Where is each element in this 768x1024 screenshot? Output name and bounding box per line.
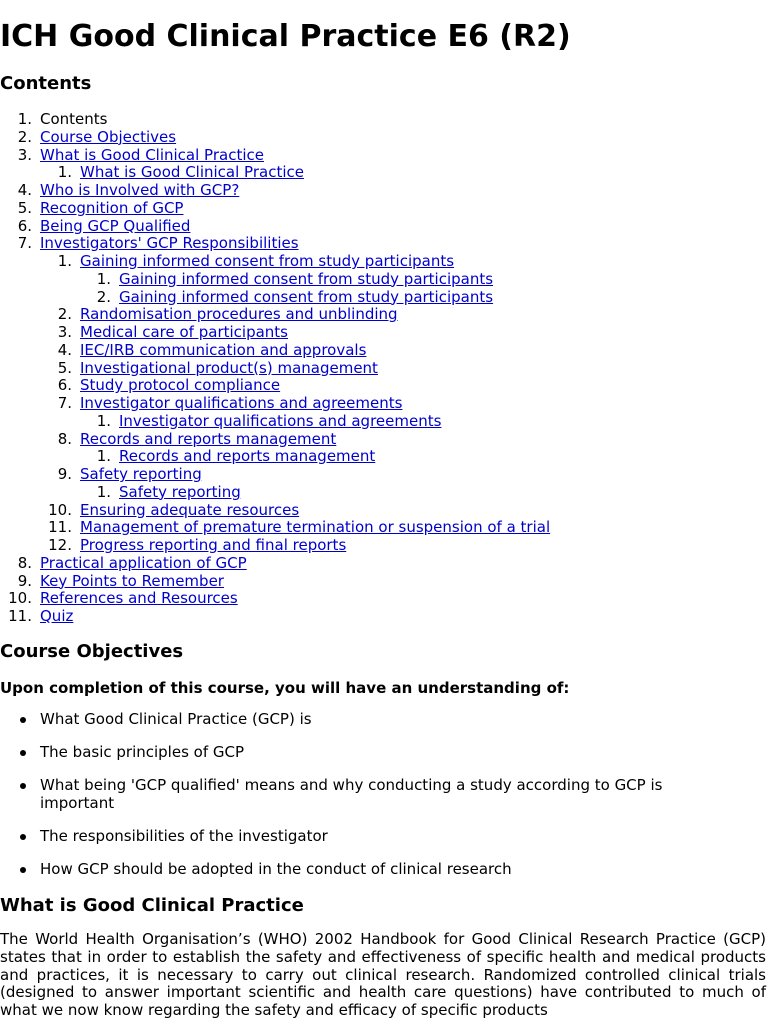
toc-item-number: 9. — [17, 571, 32, 590]
toc-link[interactable]: Medical care of participants — [80, 323, 288, 341]
toc-item-number: 1. — [17, 110, 32, 128]
toc-item[interactable] — [0, 572, 768, 590]
toc-item-number: 1. — [96, 482, 111, 501]
bullet-icon — [20, 834, 26, 840]
toc-item-number: 7. — [57, 394, 72, 412]
toc-item-number: 7. — [17, 234, 32, 253]
toc-link[interactable]: Recognition of GCP — [40, 198, 184, 217]
toc-item[interactable] — [0, 146, 768, 164]
toc-item-number: 1. — [57, 252, 72, 270]
toc-link[interactable]: Investigator qualifications and agreements — [119, 411, 442, 430]
toc-item[interactable] — [0, 607, 768, 625]
toc-item-number: 11. — [8, 607, 32, 625]
toc-item-number: 3. — [57, 323, 72, 341]
list-item-text: The responsibilities of the investigator — [40, 827, 328, 845]
bullet-icon — [20, 783, 26, 789]
toc-link[interactable]: References and Resources — [40, 589, 238, 608]
toc-link[interactable]: Records and reports management — [119, 447, 376, 466]
toc-link[interactable]: Investigational product(s) management — [80, 358, 378, 377]
toc-link[interactable]: IEC/IRB communication and approvals — [80, 340, 367, 359]
toc-link[interactable]: Management of premature termination or suspension of a trial — [80, 518, 551, 537]
toc-item[interactable] — [0, 323, 768, 341]
list-item — [40, 827, 740, 845]
toc-link[interactable]: Records and reports management — [80, 429, 337, 448]
toc-item-number: 9. — [57, 465, 72, 483]
toc-item-label: Contents — [40, 110, 108, 128]
toc-item-number: 4. — [57, 340, 72, 359]
toc-link[interactable]: Randomisation procedures and unblinding — [80, 305, 398, 324]
list-item — [40, 710, 740, 728]
toc-item[interactable] — [0, 217, 768, 235]
toc-item[interactable] — [0, 128, 768, 146]
toc-item[interactable] — [0, 394, 768, 412]
list-item — [40, 743, 740, 761]
list-item — [40, 776, 700, 812]
toc-item[interactable] — [0, 589, 768, 607]
toc-item[interactable] — [0, 341, 768, 359]
toc-link[interactable]: Gaining informed consent from study participants — [80, 252, 455, 270]
page-title: ICH Good Clinical Practice E6 (R2) — [0, 19, 571, 54]
toc-item[interactable] — [0, 412, 768, 430]
list-item — [40, 860, 740, 878]
toc-item[interactable] — [0, 376, 768, 394]
what-is-gcp-paragraph: The World Health Organisation’s (WHO) 2002 Handbook for Good Clinical Research Practice (GCP) states that in order to establish the safety and effectiveness of specific health and medical products and practices, it is necessary to carry out clinical research. Randomized controlled clinical trials (designed to answer important scientific and health care questions) have contributed to much of what we now know regarding the safety and efficacy of specific products — [0, 930, 766, 1020]
toc-item[interactable] — [0, 305, 768, 323]
toc-item[interactable] — [0, 234, 768, 252]
toc-item-number: 4. — [17, 181, 32, 199]
toc-link[interactable]: Progress reporting and final reports — [80, 536, 347, 554]
toc-link[interactable]: Quiz — [40, 607, 74, 625]
list-item-text: How GCP should be adopted in the conduct of clinical research — [40, 860, 512, 878]
toc-item-number: 2. — [57, 305, 72, 324]
list-item-text: What Good Clinical Practice (GCP) is — [40, 710, 312, 728]
toc-item[interactable] — [0, 518, 768, 536]
toc-link[interactable]: Being GCP Qualified — [40, 216, 191, 235]
toc-item-number: 6. — [17, 216, 32, 235]
toc-item[interactable] — [0, 554, 768, 572]
toc-link[interactable]: Investigators' GCP Responsibilities — [40, 234, 299, 253]
toc-item-number: 6. — [57, 376, 72, 395]
bullet-icon — [20, 717, 26, 723]
toc-item[interactable] — [0, 199, 768, 217]
course-objectives-intro: Upon completion of this course, you will have an understanding of: — [0, 679, 570, 697]
toc-item[interactable] — [0, 252, 768, 270]
course-objectives-heading: Course Objectives — [0, 641, 184, 662]
bullet-icon — [20, 867, 26, 873]
toc-item[interactable] — [0, 270, 768, 288]
toc-link[interactable]: Who is Involved with GCP? — [40, 181, 240, 199]
toc-item-number: 5. — [57, 358, 72, 377]
toc-item[interactable] — [0, 447, 768, 465]
toc-item-number: 5. — [17, 198, 32, 217]
list-item-text: What being 'GCP qualified' means and why conducting a study according to GCP is important — [40, 776, 663, 812]
toc-link[interactable]: Practical application of GCP — [40, 553, 247, 572]
contents-heading: Contents — [0, 73, 92, 94]
toc-item[interactable] — [0, 536, 768, 554]
toc-item-number: 1. — [96, 411, 111, 430]
toc-link[interactable]: Gaining informed consent from study participants — [119, 287, 494, 306]
toc-item-number: 8. — [17, 553, 32, 572]
toc-item[interactable] — [0, 465, 768, 483]
toc-item-number: 1. — [57, 163, 72, 182]
toc-item[interactable] — [0, 359, 768, 377]
toc-item-number: 1. — [96, 269, 111, 288]
toc-item[interactable] — [0, 430, 768, 448]
toc-link[interactable]: Safety reporting — [80, 465, 202, 483]
toc-item-number: 2. — [17, 127, 32, 146]
toc-item[interactable] — [0, 501, 768, 519]
list-item-text: The basic principles of GCP — [40, 743, 245, 761]
toc-item[interactable] — [0, 163, 768, 181]
toc-item-number: 10. — [48, 500, 72, 519]
toc-item-number: 2. — [96, 287, 111, 306]
toc-item[interactable] — [0, 483, 768, 501]
toc-item-number: 1. — [96, 447, 111, 466]
toc-link[interactable]: Ensuring adequate resources — [80, 500, 300, 519]
toc-item[interactable] — [0, 181, 768, 199]
toc-link[interactable]: Investigator qualifications and agreements — [80, 394, 403, 412]
toc-link[interactable]: Course Objectives — [40, 127, 177, 146]
bullet-icon — [20, 750, 26, 756]
toc-item-number: 11. — [48, 518, 72, 537]
toc-item-number: 12. — [48, 536, 72, 554]
toc-link[interactable]: What is Good Clinical Practice — [80, 163, 304, 182]
toc-link[interactable]: Key Points to Remember — [40, 571, 224, 590]
what-is-gcp-heading: What is Good Clinical Practice — [0, 895, 304, 916]
toc-link[interactable]: Gaining informed consent from study participants — [119, 269, 494, 288]
toc-link[interactable]: What is Good Clinical Practice — [40, 145, 264, 164]
toc-item[interactable] — [0, 288, 768, 306]
toc-item-number: 10. — [8, 589, 32, 608]
toc-link[interactable]: Study protocol compliance — [80, 376, 281, 395]
toc-link[interactable]: Safety reporting — [119, 482, 241, 501]
toc-item-number: 3. — [17, 145, 32, 164]
toc-item — [0, 110, 768, 128]
toc-item-number: 8. — [57, 429, 72, 448]
